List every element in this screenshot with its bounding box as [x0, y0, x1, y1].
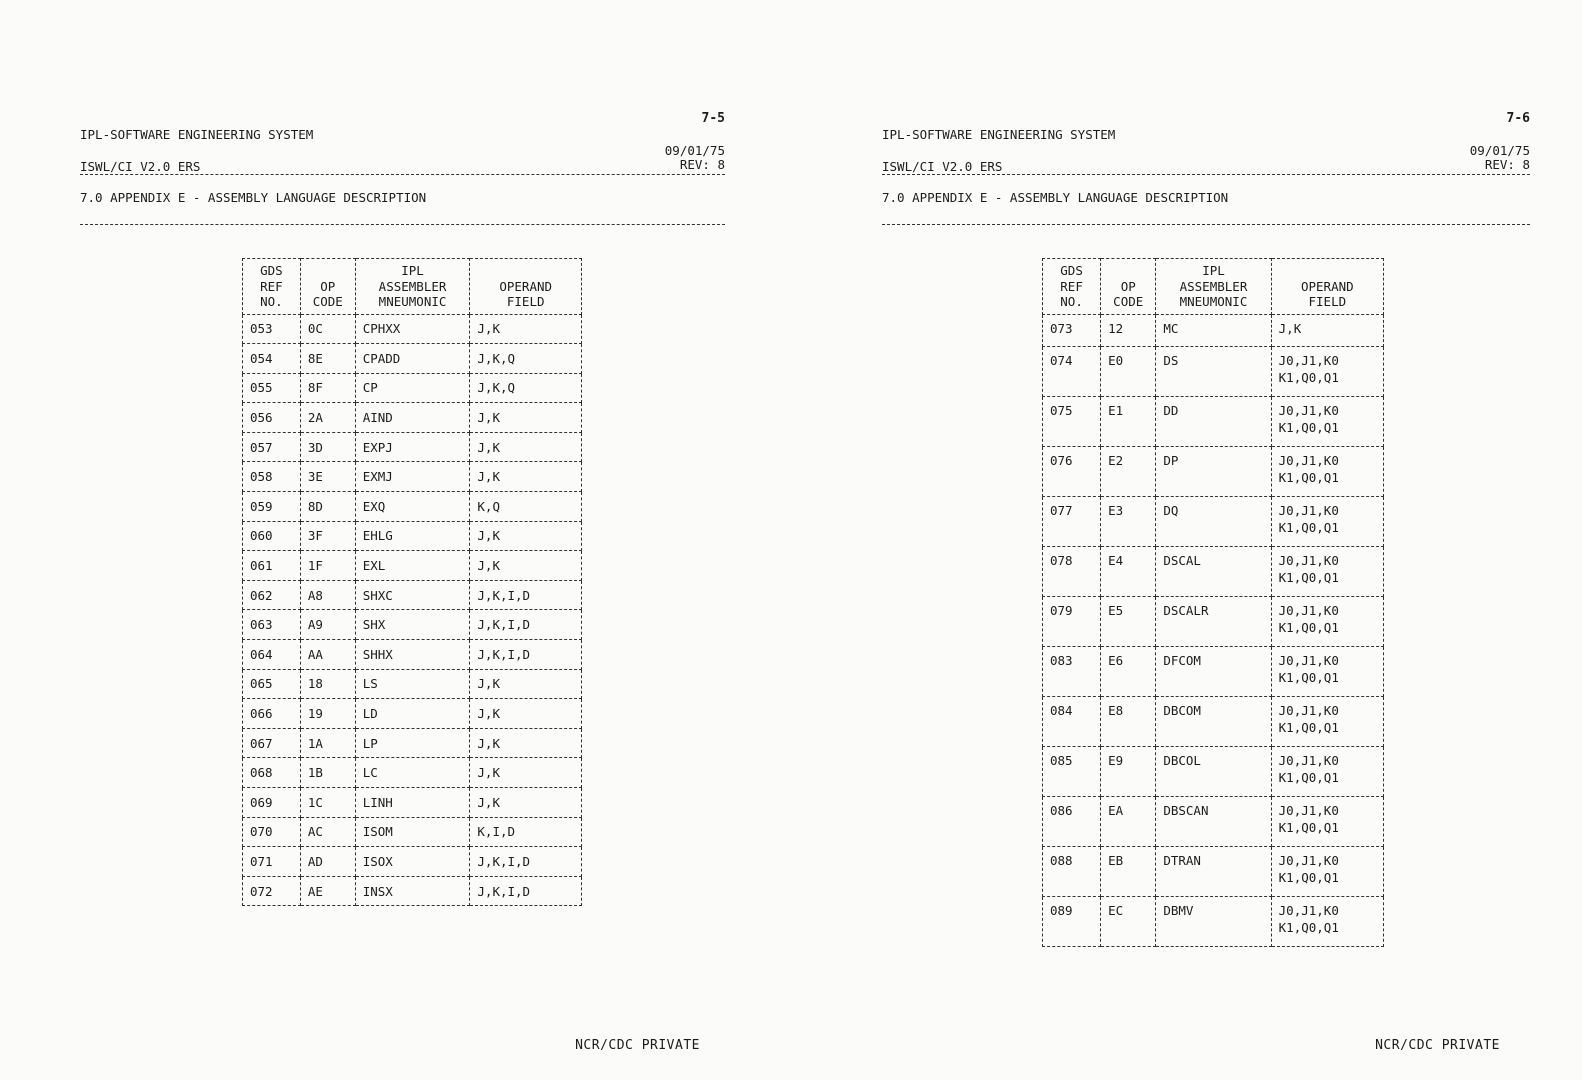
table-row [243, 462, 582, 492]
operand-cell [1271, 396, 1383, 446]
opcode-table [242, 258, 582, 906]
date: 09/01/75 [664, 143, 725, 158]
gds-ref-cell: 059 [243, 492, 301, 522]
left-page [80, 0, 725, 1080]
footer: NCR/CDC PRIVATE [575, 1038, 700, 1053]
mnemonic-cell: DD [1156, 396, 1271, 446]
table-row [243, 640, 582, 670]
op-code-cell: E9 [1101, 746, 1156, 796]
op-code-cell: 1F [300, 551, 355, 581]
operand-cell: K,I,D [470, 817, 582, 847]
operand-cell: J,K [470, 788, 582, 818]
gds-ref-cell: 079 [1043, 596, 1101, 646]
gds-ref-cell: 069 [243, 788, 301, 818]
document-id: ISWL/CI V2.0 ERS [80, 159, 201, 174]
op-code-cell: AE [300, 876, 355, 906]
operand-line-1: J0,J1,K0 [1278, 352, 1339, 368]
mnemonic-cell: DTRAN [1156, 846, 1271, 896]
divider [882, 174, 1530, 175]
mnemonic-cell: DBMV [1156, 896, 1271, 946]
gds-ref-cell: 065 [243, 669, 301, 699]
gds-ref-cell: 083 [1043, 646, 1101, 696]
table-row [1043, 746, 1384, 796]
gds-ref-cell: 078 [1043, 546, 1101, 596]
date-rev [1470, 144, 1530, 172]
gds-ref-cell: 056 [243, 403, 301, 433]
operand-cell: J,K,Q [470, 373, 582, 403]
mnemonic-cell: DSCAL [1156, 546, 1271, 596]
operand-line-2: K1,Q0,Q1 [1278, 419, 1339, 435]
operand-cell: J,K,I,D [470, 580, 582, 610]
section-title: 7.0 APPENDIX E - ASSEMBLY LANGUAGE DESCRIPTION [80, 190, 427, 205]
table-row [243, 610, 582, 640]
header-op-code: OP CODE [1101, 259, 1156, 315]
operand-cell: J,K,Q [470, 344, 582, 374]
table-header-row [243, 259, 582, 315]
op-code-cell: 8D [300, 492, 355, 522]
operand-line-1: J0,J1,K0 [1278, 502, 1339, 518]
op-code-cell: 0C [300, 314, 355, 344]
op-code-cell: E1 [1101, 396, 1156, 446]
operand-line-1: J,K [1278, 320, 1302, 336]
operand-cell: J,K [470, 551, 582, 581]
table-row [1043, 596, 1384, 646]
table-row [243, 876, 582, 906]
mnemonic-cell: SHX [355, 610, 470, 640]
operand-cell: J,K [470, 521, 582, 551]
op-code-cell: 19 [300, 699, 355, 729]
mnemonic-cell: SHXC [355, 580, 470, 610]
table-header-row [1043, 259, 1384, 315]
gds-ref-cell: 068 [243, 758, 301, 788]
op-code-cell: E3 [1101, 496, 1156, 546]
op-code-cell: EA [1101, 796, 1156, 846]
header-gds-ref-no: GDS REF NO. [243, 259, 301, 315]
header-gds-ref-no: GDS REF NO. [1043, 259, 1101, 315]
operand-line-2: K1,Q0,Q1 [1278, 819, 1339, 835]
operand-line-2: K1,Q0,Q1 [1278, 369, 1339, 385]
gds-ref-cell: 057 [243, 432, 301, 462]
table-row [1043, 346, 1384, 396]
operand-line-2: K1,Q0,Q1 [1278, 519, 1339, 535]
table-row [243, 817, 582, 847]
operand-cell: J,K,I,D [470, 847, 582, 877]
operand-line-2: K1,Q0,Q1 [1278, 769, 1339, 785]
table-row [243, 728, 582, 758]
gds-ref-cell: 075 [1043, 396, 1101, 446]
table-row [1043, 546, 1384, 596]
mnemonic-cell: SHHX [355, 640, 470, 670]
table-row [243, 432, 582, 462]
mnemonic-cell: DSCALR [1156, 596, 1271, 646]
operand-cell [1271, 646, 1383, 696]
mnemonic-cell: LD [355, 699, 470, 729]
gds-ref-cell: 073 [1043, 314, 1101, 346]
table-row [1043, 396, 1384, 446]
section-title: 7.0 APPENDIX E - ASSEMBLY LANGUAGE DESCRIPTION [882, 190, 1229, 205]
operand-line-1: J0,J1,K0 [1278, 902, 1339, 918]
table-row [1043, 496, 1384, 546]
operand-cell: J,K [470, 669, 582, 699]
system-title: IPL-SOFTWARE ENGINEERING SYSTEM [80, 127, 314, 142]
divider [80, 174, 725, 175]
table-row [243, 669, 582, 699]
operand-cell [1271, 314, 1383, 346]
op-code-cell: A9 [300, 610, 355, 640]
op-code-cell: 8E [300, 344, 355, 374]
mnemonic-cell: LINH [355, 788, 470, 818]
gds-ref-cell: 089 [1043, 896, 1101, 946]
operand-cell [1271, 496, 1383, 546]
operand-line-1: J0,J1,K0 [1278, 602, 1339, 618]
op-code-cell: 12 [1101, 314, 1156, 346]
operand-cell: J,K [470, 758, 582, 788]
op-code-cell: E2 [1101, 446, 1156, 496]
mnemonic-cell: DBCOM [1156, 696, 1271, 746]
gds-ref-cell: 061 [243, 551, 301, 581]
operand-cell [1271, 546, 1383, 596]
op-code-cell: AA [300, 640, 355, 670]
mnemonic-cell: EXL [355, 551, 470, 581]
table-row [1043, 796, 1384, 846]
gds-ref-cell: 085 [1043, 746, 1101, 796]
operand-cell: J,K [470, 728, 582, 758]
header-operand-field: OPERAND FIELD [1271, 259, 1383, 315]
gds-ref-cell: 076 [1043, 446, 1101, 496]
gds-ref-cell: 072 [243, 876, 301, 906]
op-code-cell: 1A [300, 728, 355, 758]
table-row [243, 758, 582, 788]
gds-ref-cell: 077 [1043, 496, 1101, 546]
mnemonic-cell: INSX [355, 876, 470, 906]
op-code-cell: 1C [300, 788, 355, 818]
gds-ref-cell: 060 [243, 521, 301, 551]
operand-line-1: J0,J1,K0 [1278, 452, 1339, 468]
op-code-cell: EC [1101, 896, 1156, 946]
mnemonic-cell: LS [355, 669, 470, 699]
operand-line-2: K1,Q0,Q1 [1278, 719, 1339, 735]
mnemonic-cell: DBSCAN [1156, 796, 1271, 846]
operand-line-1: J0,J1,K0 [1278, 702, 1339, 718]
op-code-cell: 2A [300, 403, 355, 433]
mnemonic-cell: EXMJ [355, 462, 470, 492]
table-row [1043, 846, 1384, 896]
mnemonic-cell: CP [355, 373, 470, 403]
table-row [243, 847, 582, 877]
operand-line-1: J0,J1,K0 [1278, 802, 1339, 818]
operand-line-2: K1,Q0,Q1 [1278, 469, 1339, 485]
table-row [243, 699, 582, 729]
op-code-cell: E8 [1101, 696, 1156, 746]
mnemonic-cell: ISOX [355, 847, 470, 877]
op-code-cell: 8F [300, 373, 355, 403]
gds-ref-cell: 070 [243, 817, 301, 847]
op-code-cell: EB [1101, 846, 1156, 896]
table-row [243, 551, 582, 581]
divider [882, 224, 1530, 225]
op-code-cell: AC [300, 817, 355, 847]
mnemonic-cell: AIND [355, 403, 470, 433]
header-op-code: OP CODE [300, 259, 355, 315]
operand-line-1: J0,J1,K0 [1278, 752, 1339, 768]
operand-cell: J,K,I,D [470, 876, 582, 906]
mnemonic-cell: EXPJ [355, 432, 470, 462]
gds-ref-cell: 055 [243, 373, 301, 403]
operand-line-1: J0,J1,K0 [1278, 402, 1339, 418]
operand-cell: K,Q [470, 492, 582, 522]
system-title: IPL-SOFTWARE ENGINEERING SYSTEM [882, 127, 1116, 142]
operand-cell: J,K [470, 462, 582, 492]
operand-cell [1271, 596, 1383, 646]
mnemonic-cell: DS [1156, 346, 1271, 396]
table-row [1043, 646, 1384, 696]
operand-line-1: J0,J1,K0 [1278, 852, 1339, 868]
table-row [1043, 446, 1384, 496]
operand-line-1: J0,J1,K0 [1278, 552, 1339, 568]
operand-line-2: K1,Q0,Q1 [1278, 569, 1339, 585]
mnemonic-cell: EXQ [355, 492, 470, 522]
operand-line-1: J0,J1,K0 [1278, 652, 1339, 668]
gds-ref-cell: 064 [243, 640, 301, 670]
table-row [243, 403, 582, 433]
op-code-cell: E6 [1101, 646, 1156, 696]
right-page [882, 0, 1530, 1080]
gds-ref-cell: 088 [1043, 846, 1101, 896]
operand-line-2: K1,Q0,Q1 [1278, 869, 1339, 885]
gds-ref-cell: 054 [243, 344, 301, 374]
mnemonic-cell: DFCOM [1156, 646, 1271, 696]
mnemonic-cell: LP [355, 728, 470, 758]
op-code-cell: 3F [300, 521, 355, 551]
revision: REV: 8 [1484, 157, 1530, 172]
table-row [243, 492, 582, 522]
header-ipl-mnemonic: IPL ASSEMBLER MNEUMONIC [355, 259, 470, 315]
operand-cell: J,K,I,D [470, 640, 582, 670]
mnemonic-cell: DP [1156, 446, 1271, 496]
op-code-cell: AD [300, 847, 355, 877]
table-row [243, 373, 582, 403]
page-number: 7-6 [1506, 111, 1530, 126]
operand-cell [1271, 696, 1383, 746]
mnemonic-cell: CPHXX [355, 314, 470, 344]
operand-line-2: K1,Q0,Q1 [1278, 919, 1339, 935]
gds-ref-cell: 084 [1043, 696, 1101, 746]
mnemonic-cell: MC [1156, 314, 1271, 346]
operand-cell: J,K [470, 314, 582, 344]
op-code-cell: A8 [300, 580, 355, 610]
operand-cell: J,K [470, 699, 582, 729]
gds-ref-cell: 053 [243, 314, 301, 344]
table-row [1043, 696, 1384, 746]
operand-line-2: K1,Q0,Q1 [1278, 619, 1339, 635]
op-code-cell: 18 [300, 669, 355, 699]
gds-ref-cell: 074 [1043, 346, 1101, 396]
opcode-table [1042, 258, 1384, 947]
gds-ref-cell: 071 [243, 847, 301, 877]
operand-cell [1271, 846, 1383, 896]
operand-cell [1271, 346, 1383, 396]
table-row [1043, 896, 1384, 946]
gds-ref-cell: 058 [243, 462, 301, 492]
mnemonic-cell: LC [355, 758, 470, 788]
op-code-cell: E4 [1101, 546, 1156, 596]
operand-cell: J,K [470, 432, 582, 462]
mnemonic-cell: DQ [1156, 496, 1271, 546]
op-code-cell: 1B [300, 758, 355, 788]
op-code-cell: 3E [300, 462, 355, 492]
mnemonic-cell: DBCOL [1156, 746, 1271, 796]
operand-line-2: K1,Q0,Q1 [1278, 669, 1339, 685]
table-row [243, 580, 582, 610]
gds-ref-cell: 086 [1043, 796, 1101, 846]
mnemonic-cell: EHLG [355, 521, 470, 551]
op-code-cell: E5 [1101, 596, 1156, 646]
page-number: 7-5 [701, 111, 725, 126]
mnemonic-cell: ISOM [355, 817, 470, 847]
header-ipl-mnemonic: IPL ASSEMBLER MNEUMONIC [1156, 259, 1271, 315]
gds-ref-cell: 063 [243, 610, 301, 640]
table-row [243, 521, 582, 551]
operand-cell [1271, 746, 1383, 796]
op-code-cell: E0 [1101, 346, 1156, 396]
header-operand-field: OPERAND FIELD [470, 259, 582, 315]
document-id: ISWL/CI V2.0 ERS [882, 159, 1003, 174]
operand-cell [1271, 796, 1383, 846]
footer: NCR/CDC PRIVATE [1375, 1038, 1500, 1053]
gds-ref-cell: 067 [243, 728, 301, 758]
table-row [1043, 314, 1384, 346]
operand-cell [1271, 896, 1383, 946]
gds-ref-cell: 066 [243, 699, 301, 729]
revision: REV: 8 [679, 157, 725, 172]
date: 09/01/75 [1469, 143, 1530, 158]
date-rev [665, 144, 725, 172]
operand-cell: J,K [470, 403, 582, 433]
gds-ref-cell: 062 [243, 580, 301, 610]
mnemonic-cell: CPADD [355, 344, 470, 374]
table-row [243, 314, 582, 344]
divider [80, 224, 725, 225]
op-code-cell: 3D [300, 432, 355, 462]
operand-cell [1271, 446, 1383, 496]
table-row [243, 788, 582, 818]
operand-cell: J,K,I,D [470, 610, 582, 640]
table-row [243, 344, 582, 374]
